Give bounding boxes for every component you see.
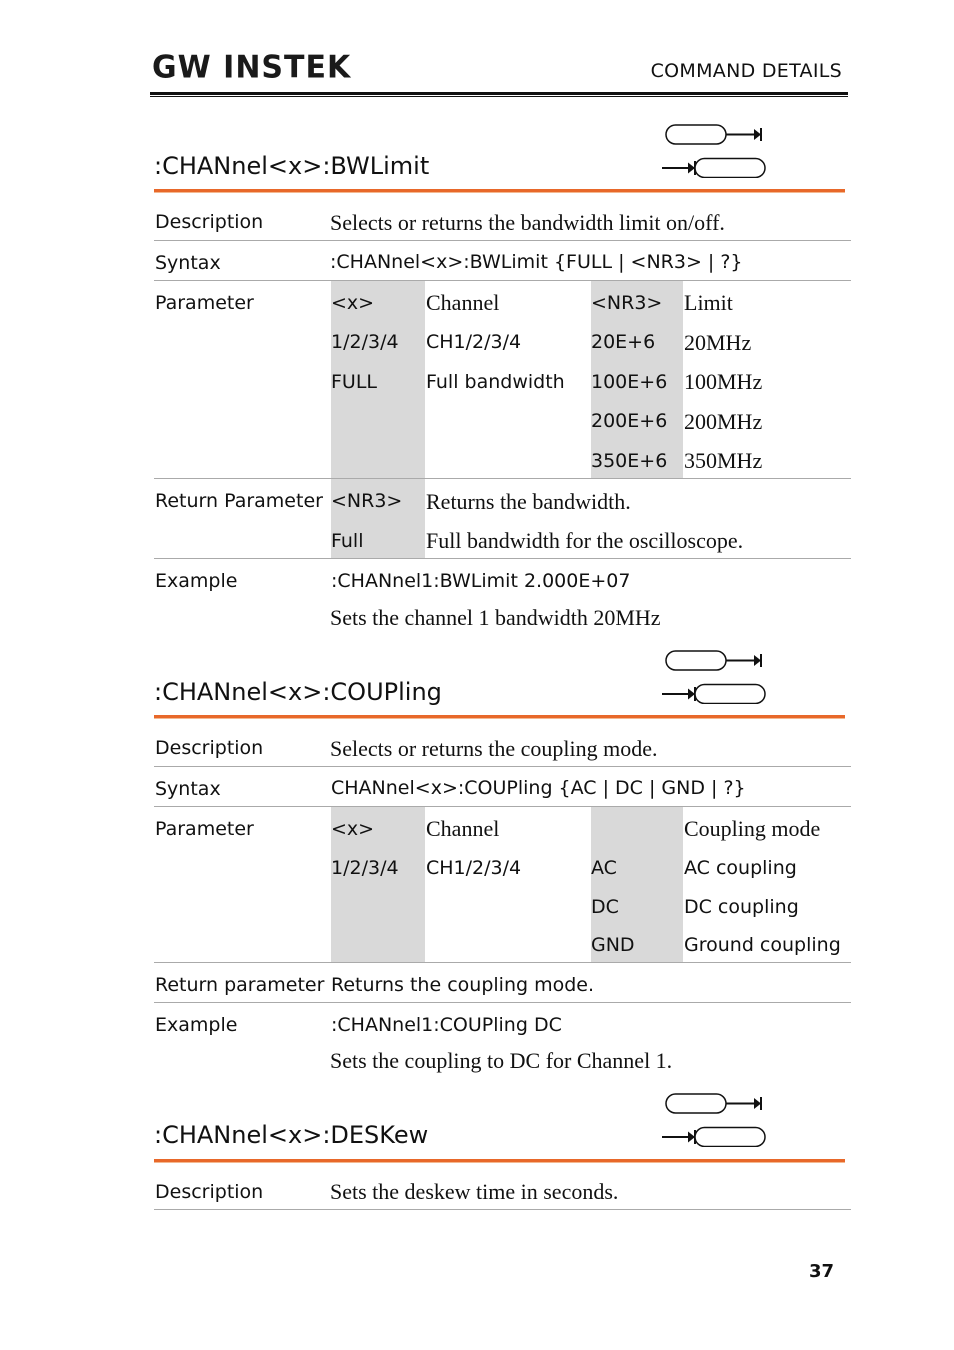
param-cell: <x> [331, 818, 375, 840]
example-label: Example [155, 1014, 238, 1036]
param-cell: CH1/2/3/4 [426, 331, 522, 353]
header-rule [150, 92, 848, 95]
return-parameter-label: Return parameter [155, 974, 325, 996]
param-cell: AC [591, 857, 617, 879]
param-cell: 350E+6 [591, 450, 668, 472]
set-query-icon [660, 124, 770, 178]
command-title-deskew: :CHANnel<x>:DESKew [154, 1121, 429, 1149]
row-divider [154, 478, 851, 479]
description-label: Description [155, 737, 264, 759]
row-divider [154, 280, 851, 281]
description-text: Sets the deskew time in seconds. [330, 1179, 619, 1204]
param-cell: DC coupling [684, 896, 799, 918]
command-underline [154, 715, 845, 718]
parameter-label: Parameter [155, 292, 254, 314]
command-underline [154, 1159, 845, 1162]
row-divider [154, 1002, 851, 1003]
param-cell: Channel [426, 290, 500, 315]
header-rule-thin [150, 96, 848, 97]
description-text: Selects or returns the bandwidth limit on/off. [330, 210, 725, 235]
section-title: COMMAND DETAILS [650, 60, 842, 82]
param-cell: 1/2/3/4 [331, 857, 399, 879]
set-command-icon [666, 125, 761, 144]
row-divider [154, 240, 851, 241]
description-text: Selects or returns the coupling mode. [330, 736, 658, 761]
description-label: Description [155, 211, 264, 233]
param-cell: 100MHz [684, 369, 763, 394]
param-cell: Full bandwidth [426, 371, 565, 393]
page-number: 37 [808, 1261, 834, 1282]
param-cell: 350MHz [684, 448, 763, 473]
description-label: Description [155, 1181, 264, 1203]
param-cell: 200E+6 [591, 410, 668, 432]
param-cell: Limit [684, 290, 733, 315]
syntax-text: CHANnel<x>:COUPling {AC | DC | GND | ?} [331, 777, 746, 799]
command-title-coupling: :CHANnel<x>:COUPling [154, 678, 442, 706]
example-code: :CHANnel1:COUPling DC [331, 1014, 562, 1036]
query-command-icon [662, 685, 765, 704]
query-command-icon [662, 1128, 765, 1147]
row-divider [154, 806, 851, 807]
syntax-label: Syntax [155, 252, 221, 274]
param-cell: <x> [331, 292, 375, 314]
row-divider [154, 766, 851, 767]
row-divider [154, 558, 851, 559]
param-cell: 200MHz [684, 409, 763, 434]
example-text: Sets the channel 1 bandwidth 20MHz [330, 605, 661, 630]
param-cell: CH1/2/3/4 [426, 857, 522, 879]
set-query-icon [660, 1093, 770, 1147]
return-parameter-label: Return Parameter [155, 490, 323, 512]
param-cell: GND [591, 934, 635, 956]
row-divider [154, 1209, 851, 1210]
return-code: <NR3> [331, 490, 403, 512]
param-cell: 20MHz [684, 330, 752, 355]
syntax-label: Syntax [155, 778, 221, 800]
set-query-icon [660, 650, 770, 704]
example-text: Sets the coupling to DC for Channel 1. [330, 1048, 673, 1073]
return-text: Full bandwidth for the oscilloscope. [426, 528, 744, 553]
row-divider [154, 962, 851, 963]
param-cell: 20E+6 [591, 331, 656, 353]
gw-instek-logo: GW INSTEK [152, 49, 352, 86]
command-title-bwlimit: :CHANnel<x>:BWLimit [154, 152, 430, 180]
param-cell: DC [591, 896, 619, 918]
return-text: Returns the coupling mode. [331, 974, 595, 996]
param-cell: FULL [331, 371, 378, 393]
parameter-label: Parameter [155, 818, 254, 840]
param-cell: Coupling mode [684, 816, 821, 841]
param-cell: <NR3> [591, 292, 663, 314]
example-code: :CHANnel1:BWLimit 2.000E+07 [331, 570, 631, 592]
return-text: Returns the bandwidth. [426, 489, 631, 514]
syntax-text: :CHANnel<x>:BWLimit {FULL | <NR3> | ?} [330, 251, 743, 273]
query-command-icon [662, 159, 765, 178]
param-cell: Channel [426, 816, 500, 841]
example-label: Example [155, 570, 238, 592]
return-code: Full [331, 530, 364, 552]
command-underline [154, 189, 845, 192]
param-cell: AC coupling [684, 857, 797, 879]
param-cell: 1/2/3/4 [331, 331, 399, 353]
set-command-icon [666, 1094, 761, 1113]
param-cell: 100E+6 [591, 371, 668, 393]
set-command-icon [666, 651, 761, 670]
param-cell: Ground coupling [684, 934, 841, 956]
